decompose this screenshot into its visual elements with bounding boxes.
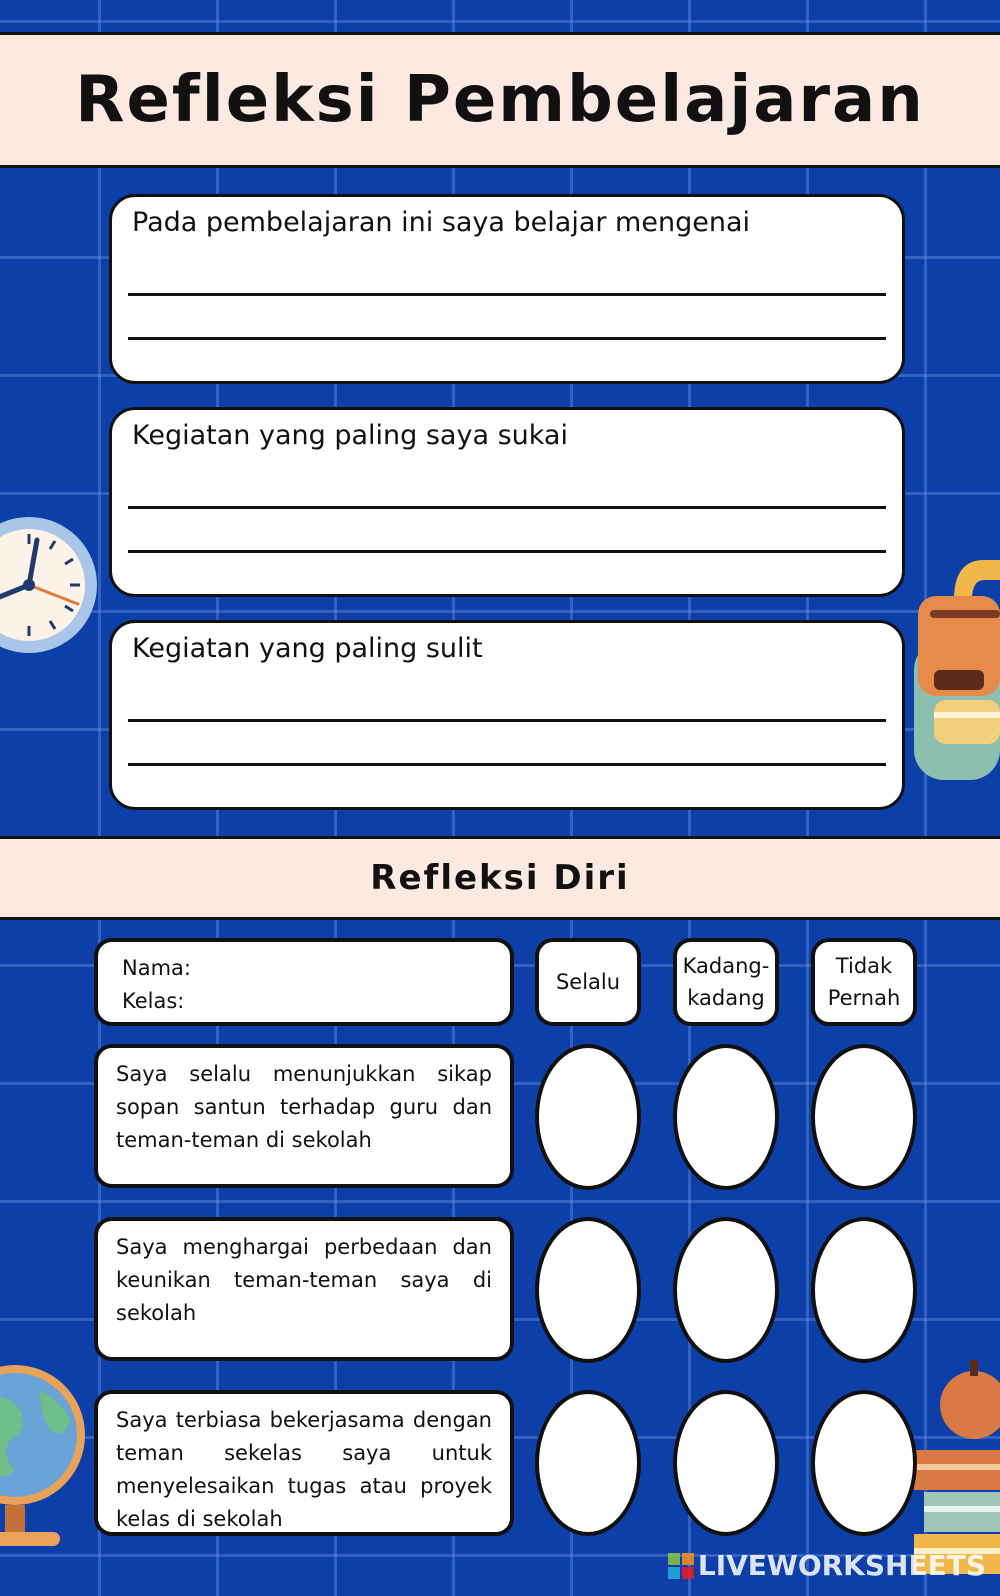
column-header-text: Pernah xyxy=(827,986,901,1010)
watermark xyxy=(668,1549,986,1582)
answer-line[interactable] xyxy=(128,763,886,766)
answer-oval-selalu-1[interactable] xyxy=(535,1044,641,1190)
column-header-text: Selalu xyxy=(555,970,621,994)
page-title: Refleksi Pembelajaran xyxy=(75,63,925,137)
globe-icon xyxy=(0,1360,90,1560)
backpack-icon xyxy=(914,550,1000,780)
section-banner xyxy=(0,836,1000,920)
answer-oval-tidak-3[interactable] xyxy=(811,1390,917,1536)
liveworksheets-logo-icon xyxy=(668,1553,694,1579)
statement-box-3: Saya terbiasa bekerjasama dengan teman sekelas saya untuk menyelesaikan tugas atau proyek kelas di sekolah xyxy=(94,1390,514,1536)
statement-box-2: Saya menghargai perbedaan dan keunikan teman-teman saya di sekolah xyxy=(94,1217,514,1361)
answer-line[interactable] xyxy=(128,719,886,722)
answer-line[interactable] xyxy=(128,337,886,340)
answer-line[interactable] xyxy=(128,550,886,553)
question-card-liked xyxy=(109,407,905,597)
title-banner xyxy=(0,32,1000,168)
column-header-kadang-kadang xyxy=(673,938,779,1026)
column-header-selalu xyxy=(535,938,641,1026)
answer-line[interactable] xyxy=(128,506,886,509)
question-label: Pada pembelajaran ini saya belajar mengenai xyxy=(132,207,750,238)
answer-oval-tidak-2[interactable] xyxy=(811,1217,917,1363)
watermark-text: LIVEWORKSHEETS xyxy=(697,1549,986,1582)
statement-box-1: Saya selalu menunjukkan sikap sopan santun terhadap guru dan teman-teman di sekolah xyxy=(94,1044,514,1188)
question-label: Kegiatan yang paling saya sukai xyxy=(132,420,568,451)
question-label: Kegiatan yang paling sulit xyxy=(132,633,483,664)
section-title: Refleksi Diri xyxy=(370,858,630,898)
answer-oval-kadang-3[interactable] xyxy=(673,1390,779,1536)
class-label: Kelas: xyxy=(122,989,185,1013)
column-header-text: kadang xyxy=(687,986,765,1010)
answer-oval-selalu-2[interactable] xyxy=(535,1217,641,1363)
column-header-tidak-pernah xyxy=(811,938,917,1026)
column-header-text: Tidak xyxy=(835,954,893,978)
column-header-text: Kadang- xyxy=(682,954,770,978)
answer-oval-kadang-2[interactable] xyxy=(673,1217,779,1363)
question-card-difficult xyxy=(109,620,905,810)
clock-icon xyxy=(0,514,100,656)
answer-oval-selalu-3[interactable] xyxy=(535,1390,641,1536)
identity-box[interactable] xyxy=(94,938,514,1026)
question-card-learned xyxy=(109,194,905,384)
name-label: Nama: xyxy=(122,956,191,980)
answer-oval-kadang-1[interactable] xyxy=(673,1044,779,1190)
answer-line[interactable] xyxy=(128,293,886,296)
answer-oval-tidak-1[interactable] xyxy=(811,1044,917,1190)
